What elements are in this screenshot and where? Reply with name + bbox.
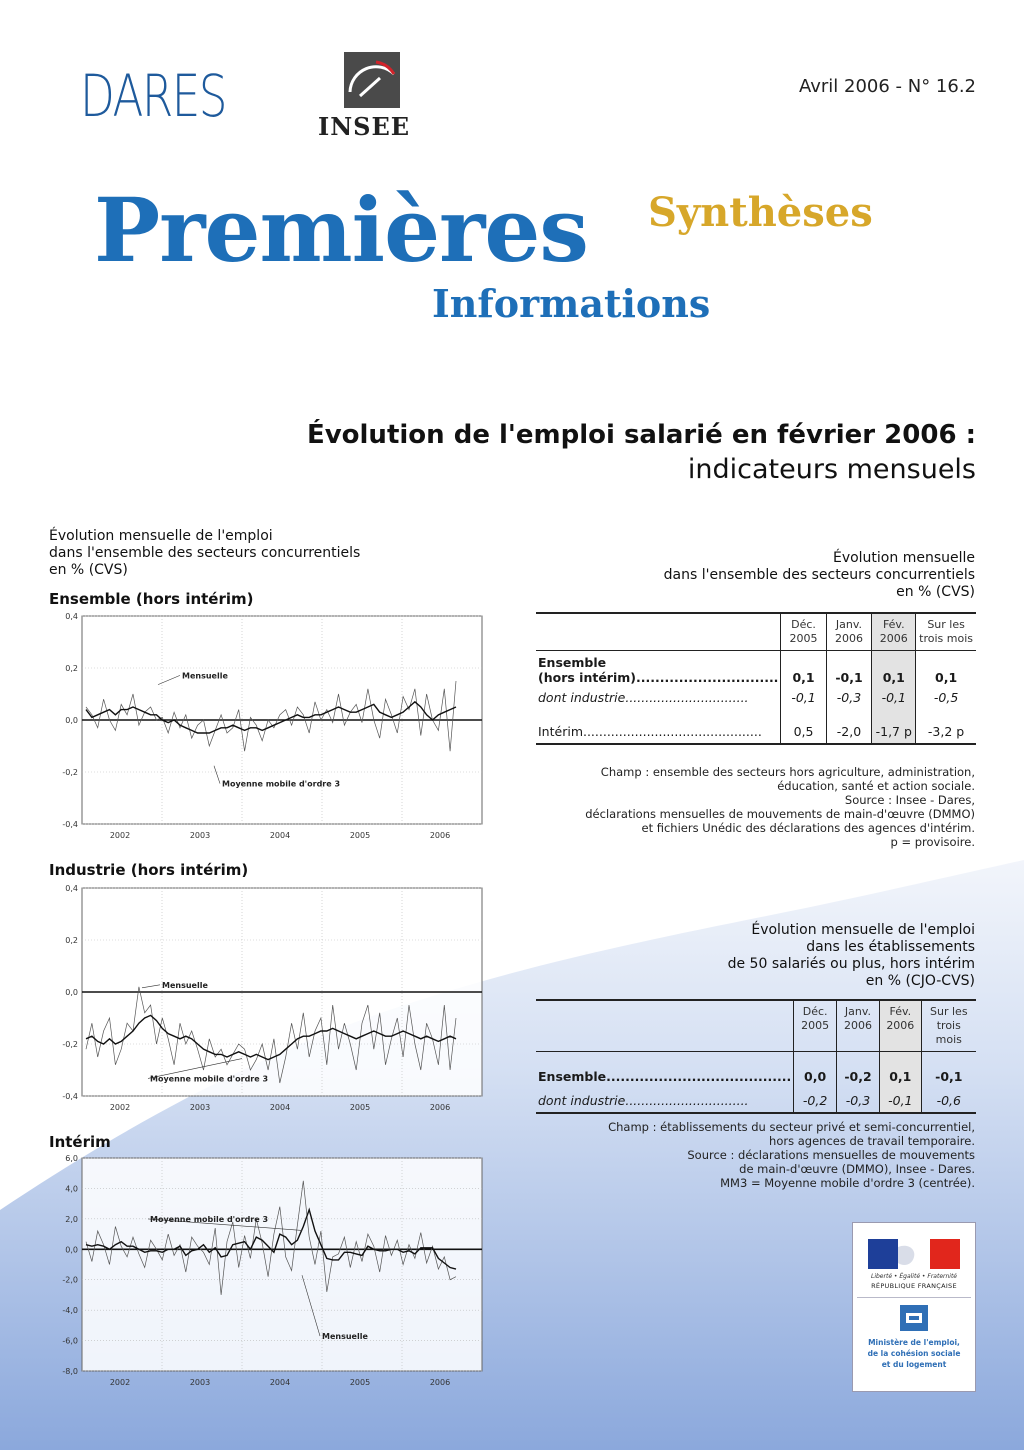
table2: [536, 999, 976, 1114]
x-tick-label: 2006: [429, 1378, 451, 1387]
left-caption: [49, 528, 360, 579]
table1-notes: [585, 765, 975, 849]
cell-value: -0,1: [826, 651, 872, 686]
annotation-label: Moyenne mobile d'ordre 3: [222, 779, 341, 789]
table-row: [536, 651, 976, 686]
y-tick-label: 0,2: [65, 664, 78, 673]
left-caption-line2: dans l'ensemble des secteurs concurrentiels: [49, 545, 361, 561]
chart-ensemble: [40, 610, 500, 850]
brand-syntheses-text: Synthèses: [648, 189, 873, 236]
table2-caption-line2: dans les établissements: [806, 939, 975, 955]
row-label-line2: (hors intérim)..............................: [538, 670, 779, 685]
note-line: déclarations mensuelles de mouvements de main-d'œuvre (DMMO): [585, 807, 975, 821]
x-tick-label: 2005: [349, 1378, 371, 1387]
x-tick-label: 2002: [109, 1378, 131, 1387]
ministry-name-line2: de la cohésion sociale: [867, 1349, 961, 1358]
brand-informations: Informations: [432, 281, 711, 326]
cell-value: 0,1: [916, 651, 976, 686]
x-tick-label: 2003: [189, 831, 211, 840]
row-label: [536, 651, 781, 686]
left-caption-line1: Évolution mensuelle de l'emploi: [49, 528, 273, 544]
x-tick-label: 2004: [269, 831, 291, 840]
y-tick-label: -4,0: [62, 1306, 78, 1316]
annotation-label: Mensuelle: [182, 671, 228, 681]
y-tick-label: 0,2: [65, 936, 78, 945]
cell-value: 0,1: [872, 651, 916, 686]
page-subtitle: indicateurs mensuels: [687, 454, 976, 485]
table1-header-empty: [536, 613, 781, 651]
table1-header: Janv. 2006: [826, 613, 872, 651]
cell-value: -1,7 p: [872, 709, 916, 744]
note-line: Source : Insee - Dares,: [844, 793, 975, 807]
cell-value: -0,5: [916, 685, 976, 709]
y-tick-label: 2,0: [65, 1214, 78, 1224]
cell-value: -0,1: [921, 1052, 976, 1089]
ministry-republic: RÉPUBLIQUE FRANÇAISE: [871, 1282, 957, 1290]
table1-header: Fév. 2006: [872, 613, 916, 651]
table1-header-row: [536, 613, 976, 651]
plot-area: [82, 1158, 482, 1371]
note-line: Champ : ensemble des secteurs hors agriculture, administration,: [600, 765, 975, 779]
note-line: de main-d'œuvre (DMMO), Insee - Dares.: [739, 1162, 975, 1176]
row-label: Ensemble.......................................: [538, 1068, 792, 1084]
table2-header: Janv. 2006: [836, 1000, 879, 1052]
row-label-line1: Ensemble: [538, 655, 607, 670]
x-tick-label: 2005: [349, 1103, 371, 1112]
y-tick-label: -6,0: [62, 1336, 78, 1346]
x-tick-label: 2003: [189, 1378, 211, 1387]
table2-header: Fév. 2006: [880, 1000, 922, 1052]
table1-caption-line2: dans l'ensemble des secteurs concurrentiels: [663, 567, 975, 583]
table2-caption-line4: en % (CJO-CVS): [865, 973, 975, 989]
y-tick-label: -2,0: [62, 1275, 78, 1285]
chart3-title: Intérim: [49, 1133, 111, 1151]
table2-header-row: [536, 1000, 976, 1052]
cell-value: -0,1: [880, 1088, 922, 1113]
y-tick-label: -8,0: [62, 1367, 78, 1376]
note-line: hors agences de travail temporaire.: [769, 1134, 975, 1148]
issue-number: Avril 2006 - N° 16.2: [798, 76, 976, 97]
table2-caption: [728, 922, 975, 990]
brand-syntheses: [648, 168, 873, 258]
cell-value: -0,1: [781, 685, 826, 709]
chart-industrie: [40, 882, 500, 1122]
table-row: [536, 1088, 976, 1113]
table1-header: Sur les trois mois: [916, 613, 976, 651]
x-tick-label: 2003: [189, 1103, 211, 1112]
cell-value: -0,2: [794, 1088, 837, 1113]
cell-value: -3,2 p: [916, 709, 976, 744]
x-tick-label: 2006: [429, 831, 451, 840]
chart-interim: [40, 1152, 500, 1397]
cell-value: 0,1: [880, 1052, 922, 1089]
y-tick-label: 0,4: [65, 612, 78, 621]
annotation-label: Moyenne mobile d'ordre 3: [150, 1214, 269, 1224]
y-tick-label: -0,4: [62, 820, 78, 829]
y-tick-label: 0,0: [65, 988, 78, 997]
table1: [536, 612, 976, 745]
chart2-title: Industrie (hors intérim): [49, 861, 249, 879]
y-tick-label: -0,2: [62, 768, 78, 777]
x-tick-label: 2005: [349, 831, 371, 840]
marianne-flag-icon: [868, 1239, 960, 1269]
note-line: Source : déclarations mensuelles de mouvements: [687, 1148, 975, 1162]
cell-value: -0,6: [921, 1088, 976, 1113]
table2-caption-line1: Évolution mensuelle de l'emploi: [751, 922, 975, 938]
table2-caption-line3: de 50 salariés ou plus, hors intérim: [727, 956, 975, 972]
y-tick-label: 0,0: [65, 716, 78, 725]
y-tick-label: -0,4: [62, 1092, 78, 1101]
table1-header: Déc. 2005: [781, 613, 826, 651]
cell-value: -0,1: [872, 685, 916, 709]
cell-value: 0,0: [794, 1052, 837, 1089]
chart1-title: Ensemble (hors intérim): [49, 590, 254, 608]
ministry-emblem-icon: [900, 1305, 928, 1331]
cell-value: -0,3: [836, 1088, 879, 1113]
dares-logo: DARES: [80, 62, 226, 130]
table-row: [536, 709, 976, 744]
ministry-name-line1: Ministère de l'emploi,: [868, 1338, 960, 1347]
table-row: [536, 685, 976, 709]
insee-logo: INSEE: [318, 112, 411, 141]
row-label: dont industrie...............................: [538, 689, 749, 705]
left-caption-line3: en % (CVS): [49, 562, 128, 578]
note-line: et fichiers Unédic des déclarations des agences d'intérim.: [641, 821, 975, 835]
note-line: p = provisoire.: [890, 835, 975, 849]
note-line: Champ : établissements du secteur privé et semi-concurrentiel,: [608, 1120, 975, 1134]
row-label: dont industrie...............................: [538, 1092, 749, 1108]
y-tick-label: -0,2: [62, 1040, 78, 1049]
annotation-label: Mensuelle: [322, 1332, 368, 1342]
cell-value: 0,5: [781, 709, 826, 744]
x-tick-label: 2004: [269, 1103, 291, 1112]
ministry-motto: Liberté • Égalité • Fraternité: [870, 1273, 957, 1280]
table1-caption-line3: en % (CVS): [896, 584, 975, 600]
annotation-label: Mensuelle: [162, 980, 208, 990]
cell-value: -2,0: [826, 709, 872, 744]
y-tick-label: 0,0: [65, 1245, 78, 1255]
ministry-name: [853, 1337, 975, 1370]
x-tick-label: 2004: [269, 1378, 291, 1387]
table-row: [536, 1052, 976, 1089]
page-title: Évolution de l'emploi salarié en février 2006 :: [306, 420, 976, 450]
x-tick-label: 2006: [429, 1103, 451, 1112]
cell-value: -0,3: [826, 685, 872, 709]
row-label: Intérim.............................................: [538, 723, 762, 739]
y-tick-label: 4,0: [65, 1184, 78, 1194]
x-tick-label: 2002: [109, 1103, 131, 1112]
table1-caption: [664, 550, 975, 601]
table1-caption-line1: Évolution mensuelle: [832, 550, 975, 566]
x-tick-label: 2002: [109, 831, 131, 840]
cell-value: -0,2: [836, 1052, 879, 1089]
annotation-label: Moyenne mobile d'ordre 3: [150, 1074, 269, 1084]
ministry-name-line3: et du logement: [881, 1360, 947, 1369]
table2-header: Déc. 2005: [794, 1000, 837, 1052]
y-tick-label: 6,0: [65, 1154, 78, 1163]
y-tick-label: 0,4: [65, 884, 78, 893]
brand-premieres: Premières: [94, 178, 588, 282]
cell-value: 0,1: [781, 651, 826, 686]
table2-header: Sur les trois mois: [921, 1000, 976, 1052]
ministry-logo-box: [852, 1222, 976, 1392]
table2-notes: [608, 1120, 975, 1190]
note-line: MM3 = Moyenne mobile d'ordre 3 (centrée).: [720, 1176, 975, 1190]
note-line: éducation, santé et action sociale.: [777, 779, 975, 793]
ministry-divider: [857, 1297, 971, 1298]
table2-header-empty: [536, 1000, 794, 1052]
